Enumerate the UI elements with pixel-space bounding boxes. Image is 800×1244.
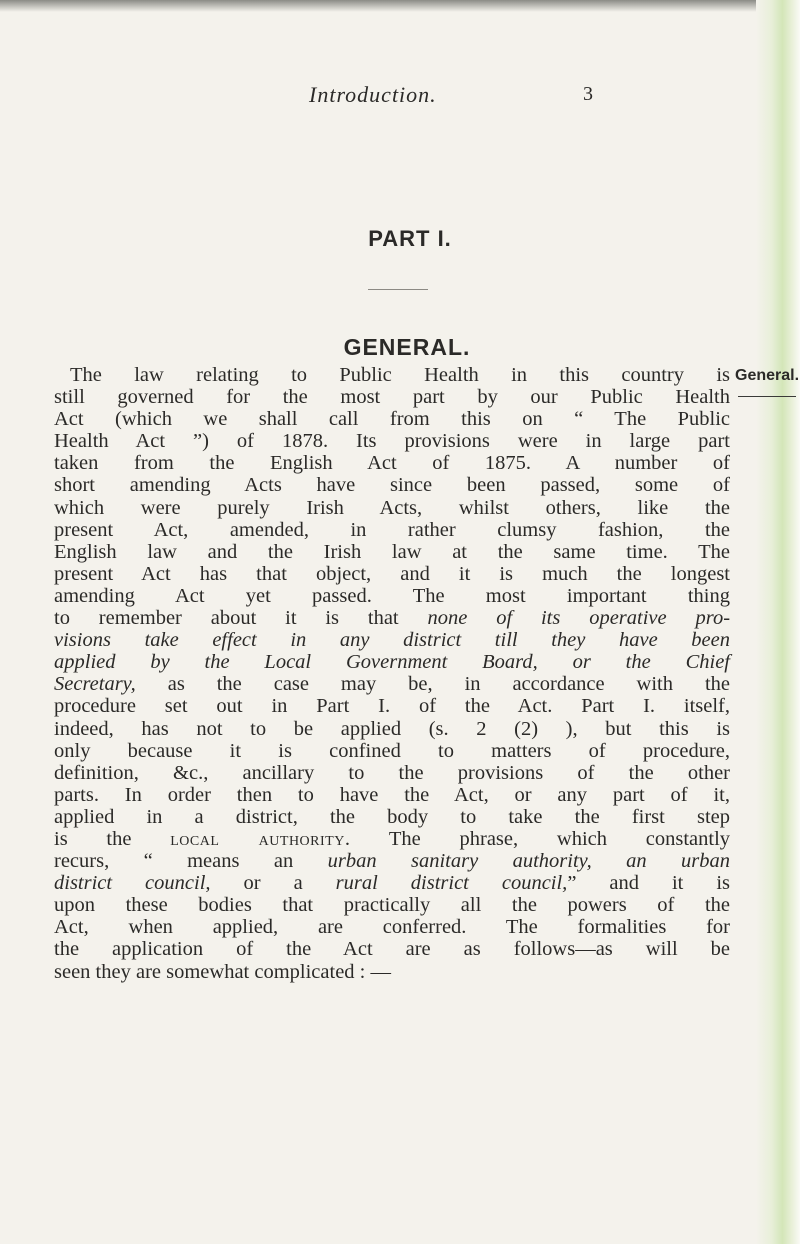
text-line	[54, 828, 730, 850]
text-line: upon these bodies that practically all the powers of the	[54, 894, 730, 917]
text-run: as the case may be, in accordance with the	[167, 673, 730, 696]
text-line: applied in a district, the body to take the first step	[54, 805, 730, 828]
text-line: The law relating to Public Health in this country is	[70, 364, 730, 386]
text-line: seen they are somewhat complicated : —	[54, 960, 391, 983]
text-run: to remember about it is that	[54, 607, 399, 630]
body-paragraph	[54, 364, 730, 983]
text-line: Act, when applied, are conferred. The formalities for	[54, 916, 730, 939]
scan-top-shadow	[0, 0, 800, 12]
italic-run: none of its operative pro-	[427, 607, 731, 630]
text-line	[54, 850, 730, 872]
text-line: only because it is confined to matters of procedure,	[54, 739, 730, 762]
text-line: definition, &c., ancillary to the provisions of the other	[54, 761, 730, 784]
running-title: Introduction.	[309, 82, 437, 107]
text-line: still governed for the most part by our Public Health	[54, 386, 730, 409]
italic-run: Secretary,	[54, 673, 136, 696]
text-run: The phrase, which constantly	[388, 827, 731, 850]
text-run: ” and it is	[567, 872, 731, 895]
page-number: 3	[583, 83, 593, 105]
text-line	[54, 607, 730, 629]
text-line: visions take effect in any district till they have been	[54, 629, 730, 652]
italic-run: district council,	[54, 872, 211, 895]
text-line: Health Act ”) of 1878. Its provisions were in large part	[54, 430, 730, 453]
text-line: parts. In order then to have the Act, or any part of it,	[54, 783, 730, 806]
text-line: amending Act yet passed. The most important thing	[54, 584, 730, 607]
italic-run: urban sanitary authority, an urban	[327, 850, 731, 873]
section-heading: GENERAL.	[343, 334, 471, 360]
italic-run: rural district council,	[335, 872, 568, 895]
text-line: English law and the Irish law at the same time. The	[54, 540, 730, 563]
text-line: procedure set out in Part I. of the Act. Part I. itself,	[54, 695, 730, 718]
text-line	[54, 872, 730, 894]
text-line: present Act has that object, and it is much the longest	[54, 562, 730, 585]
text-line	[54, 673, 730, 695]
text-line: present Act, amended, in rather clumsy fashion, the	[54, 518, 730, 541]
margin-note: General.	[735, 367, 800, 384]
part-heading: PART I.	[368, 226, 452, 251]
text-run: is the	[54, 827, 132, 850]
small-caps-run: local authority.	[170, 827, 351, 850]
running-header	[0, 82, 800, 108]
text-line: taken from the English Act of 1875. A number of	[54, 452, 730, 475]
margin-note-rule	[738, 396, 796, 397]
text-line: indeed, has not to be applied (s. 2 (2) ), but this is	[54, 717, 730, 740]
heading-rule	[368, 289, 428, 290]
text-line: applied by the Local Government Board, or the Chief	[54, 651, 730, 674]
text-run: or a	[243, 872, 303, 895]
page-edge	[756, 0, 800, 1244]
text-run: recurs, “ means an	[54, 850, 294, 873]
text-line: which were purely Irish Acts, whilst others, like the	[54, 496, 730, 519]
text-line: Act (which we shall call from this on “ The Public	[54, 408, 730, 431]
text-line: short amending Acts have since been passed, some of	[54, 474, 730, 497]
text-line: the application of the Act are as follows—as will be	[54, 938, 730, 961]
